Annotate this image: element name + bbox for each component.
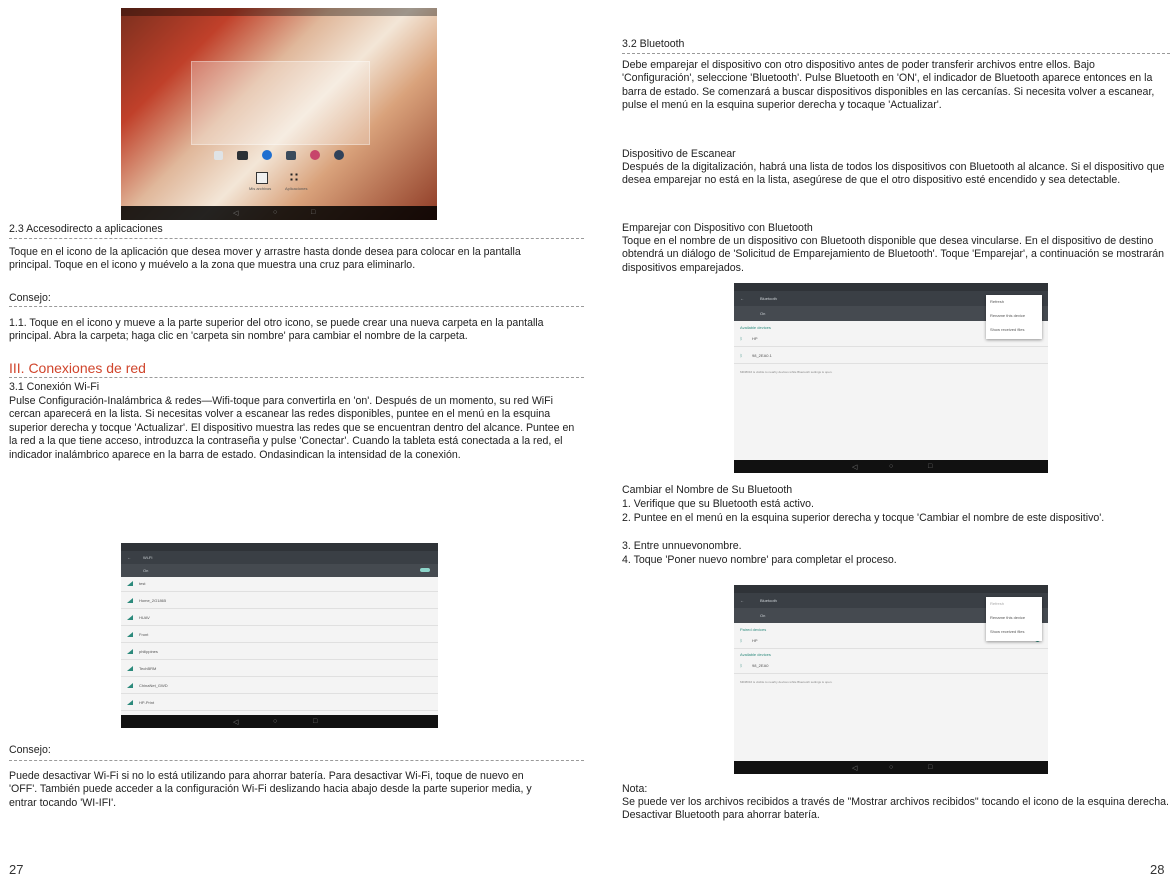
section-3-2-body: Debe emparejar el dispositivo con otro dispositivo antes de poder transferir archivos entre ellos. Bajo 'Configuración', seleccione 'Bluetooth'. Pulse Bluetooth en 'ON', el indicador de Bluetooth aparece entonces en la barra de estado. Se comenzará a buscar dispositivos disponibles en las cercanías. Si necesita volver a escanear, pulse el menú en la esquina superior derecha y tocaque 'Actualizar'.: [622, 59, 1155, 112]
home-icon[interactable]: ○: [889, 764, 894, 771]
bluetooth-icon: ᛒ: [740, 638, 743, 643]
divider: [9, 760, 584, 761]
network-name[interactable]: test: [139, 581, 146, 586]
wifi-signal-icon: [127, 598, 133, 603]
wifi-signal-icon: [127, 581, 133, 586]
menu-rename[interactable]: Rename this device: [990, 313, 1026, 318]
divider: [9, 306, 584, 307]
device-name[interactable]: 98_2EA0.1: [752, 353, 772, 358]
scan-device-body: Después de la digitalización, habrá una lista de todos los dispositivos con Bluetooth al alcance. Si el dispositivo que desea emparejar no está en la lista, asegúrese de que el otro dispositivo esté encendido y sea detectable.: [622, 161, 1165, 187]
section-3-1-title: 3.1 Conexión Wi-Fi: [9, 381, 100, 393]
recents-icon[interactable]: □: [928, 764, 933, 771]
rename-bt-title: Cambiar el Nombre de Su Bluetooth: [622, 484, 793, 496]
divider: [622, 53, 1170, 54]
wifi-screenshot: [121, 543, 438, 728]
pair-device-title: Emparejar con Dispositivo con Bluetooth: [622, 222, 813, 234]
device-name[interactable]: HP: [752, 336, 758, 341]
available-devices-label: Available devices: [740, 325, 771, 330]
network-name[interactable]: Front: [139, 632, 149, 637]
network-name[interactable]: philippines: [139, 649, 158, 654]
section-3-1-body: Pulse Configuración-Inalámbrica & redes—Wifi-toque para convertirla en 'on'. Después de un momento, su red WiFi cercan aparecerá en la lista. Si necesitas volver a escanear las redes disponibles, puntee en el menú en la esquina superior derecha y tocque 'Actualizar'. El dispositivo muestra las redes que se encuentran dentro del alcance. Puntee en la red a la que tiene acceso, introduzca la contraseña y pulse 'Conectar'. Cuando la tableta está conectada a la red, el indicador inalámbrico aparece en la barra de estado. Ondasindican la intensidad de la conexión.: [9, 395, 575, 461]
chapter-title: III. Conexiones de red: [9, 360, 146, 376]
menu-show-files[interactable]: Show received files: [990, 327, 1025, 332]
wifi-toggle-label: On: [143, 568, 149, 573]
bluetooth-screenshot-2: [734, 585, 1048, 774]
visibility-footer: MID8016 is visible to nearby devices while Bluetooth settings is open.: [740, 680, 833, 684]
menu-refresh[interactable]: Refresh: [990, 299, 1005, 304]
nav-bar: [734, 460, 1048, 473]
section-2-3-body: Toque en el icono de la aplicación que desea mover y arrastre hasta donde desea para colocar en la pantalla principal. Toque en el icono y muévelo a la zona que muestra una cruz para eliminarlo.: [9, 246, 521, 272]
browser-icon[interactable]: [262, 150, 272, 160]
device-name[interactable]: 98_2EA0: [752, 663, 769, 668]
recents-icon[interactable]: □: [928, 463, 933, 470]
back-arrow-icon[interactable]: ←: [740, 296, 744, 301]
home-icon[interactable]: ○: [273, 209, 278, 216]
device-name[interactable]: HP: [752, 638, 758, 643]
wifi-signal-icon: [127, 632, 133, 637]
files-icon[interactable]: [256, 172, 268, 184]
page-number-left: 27: [9, 862, 24, 877]
network-name[interactable]: Home_2G1865: [139, 598, 167, 603]
tip-2-title: Consejo:: [9, 744, 51, 756]
wifi-signal-icon: [127, 666, 133, 671]
overflow-menu: [986, 597, 1042, 641]
paired-devices-label: Paired devices: [740, 627, 767, 632]
rename-step-4: 4. Toque 'Poner nuevo nombre' para completar el proceso.: [622, 554, 897, 566]
recents-icon[interactable]: □: [311, 209, 316, 216]
camera-icon[interactable]: [237, 151, 248, 160]
network-name[interactable]: HUAV: [139, 615, 150, 620]
available-devices-label: Available devices: [740, 652, 771, 657]
dock-label-apps: Aplicaciones: [285, 186, 308, 191]
network-name[interactable]: HP-Print: [139, 700, 155, 705]
menu-refresh[interactable]: Refresh: [990, 601, 1005, 606]
recents-icon[interactable]: □: [313, 718, 318, 725]
back-icon[interactable]: ◁: [852, 464, 858, 471]
network-name[interactable]: ChinaNet_GWD: [139, 683, 168, 688]
divider: [9, 377, 584, 378]
note-body: Se puede ver los archivos recibidos a través de "Mostrar archivos recibidos" tocando el icono de la esquina derecha. Desactivar Bluetooth para ahorrar batería.: [622, 796, 1169, 822]
home-screen-screenshot: [121, 8, 437, 220]
bluetooth-toggle-label: On: [760, 311, 766, 316]
back-arrow-icon[interactable]: ←: [740, 598, 744, 603]
wifi-signal-icon: [127, 615, 133, 620]
bluetooth-icon: ᛒ: [740, 353, 743, 358]
menu-show-files[interactable]: Show received files: [990, 629, 1025, 634]
back-arrow-icon[interactable]: ←: [127, 555, 131, 560]
menu-rename[interactable]: Rename this device: [990, 615, 1026, 620]
back-icon[interactable]: ◁: [233, 719, 239, 726]
tip-1-body: 1.1. Toque en el icono y mueve a la parte superior del otro icono, se puede crear una nueva carpeta en la pantalla principal. Abra la carpeta; haga clic en 'carpeta sin nombre' para cambiar el nombre de la carpeta.: [9, 317, 544, 343]
apps-icon[interactable]: [289, 172, 299, 182]
divider: [9, 238, 584, 239]
visibility-footer: MID8016 is visible to nearby devices while Bluetooth settings is open.: [740, 370, 833, 374]
nav-bar: [734, 761, 1048, 774]
home-icon[interactable]: ○: [273, 718, 278, 725]
back-icon[interactable]: ◁: [852, 765, 858, 772]
scan-device-title: Dispositivo de Escanear: [622, 148, 736, 160]
bluetooth-icon: ᛒ: [740, 663, 743, 668]
app-icon[interactable]: [214, 151, 223, 160]
rename-step-1: 1. Verifique que su Bluetooth está activo.: [622, 498, 814, 510]
wifi-toggle[interactable]: [420, 568, 430, 572]
bluetooth-toggle-label: On: [760, 613, 766, 618]
section-2-3-title: 2.3 Accesodirecto a aplicaciones: [9, 223, 163, 235]
section-3-2-title: 3.2 Bluetooth: [622, 38, 685, 50]
nav-bar: [121, 206, 437, 220]
wifi-signal-icon: [127, 700, 133, 705]
tip-1-title: Consejo:: [9, 292, 51, 304]
bluetooth-screenshot-1: [734, 283, 1048, 473]
bluetooth-title: Bluetooth: [760, 296, 777, 301]
widget-placeholder: [191, 61, 370, 145]
bluetooth-title: Bluetooth: [760, 598, 777, 603]
bluetooth-icon: ᛒ: [740, 336, 743, 341]
dock-label-files: Mis archivos: [249, 186, 272, 191]
settings-icon[interactable]: [334, 150, 344, 160]
tip-2-body: Puede desactivar Wi-Fi si no lo está utilizando para ahorrar batería. Para desactivar Wi-Fi, toque de nuevo en 'OFF'. También puede acceder a la configuración Wi-Fi deslizando hacia abajo desde la parte superior media, y entrar tocando 'WI-IFI'.: [9, 770, 532, 809]
rename-step-3: 3. Entre unnuevonombre.: [622, 540, 742, 552]
back-icon[interactable]: ◁: [233, 210, 239, 217]
wifi-title: Wi-Fi: [143, 555, 153, 560]
home-icon[interactable]: ○: [889, 463, 894, 470]
rename-step-2: 2. Puntee en el menú en la esquina superior derecha y tocque 'Cambiar el nombre de este dispositivo'.: [622, 512, 1105, 524]
nav-bar: [121, 715, 438, 728]
wifi-signal-icon: [127, 649, 133, 654]
camera2-icon[interactable]: [286, 151, 296, 160]
wifi-signal-icon: [127, 683, 133, 688]
pair-device-body: Toque en el nombre de un dispositivo con Bluetooth disponible que desea vincularse. En el dispositivo de destino obtendrá un diálogo de 'Solicitud de Emparejamiento de Bluetooth'. Toque 'Emparejar', a continuación se mostrarán dispositivos emparejados.: [622, 235, 1165, 274]
note-title: Nota:: [622, 783, 648, 795]
network-name[interactable]: TechBRM: [139, 666, 157, 671]
gallery-icon[interactable]: [310, 150, 320, 160]
page-number-right: 28: [1150, 862, 1165, 877]
overflow-menu: [986, 295, 1042, 339]
